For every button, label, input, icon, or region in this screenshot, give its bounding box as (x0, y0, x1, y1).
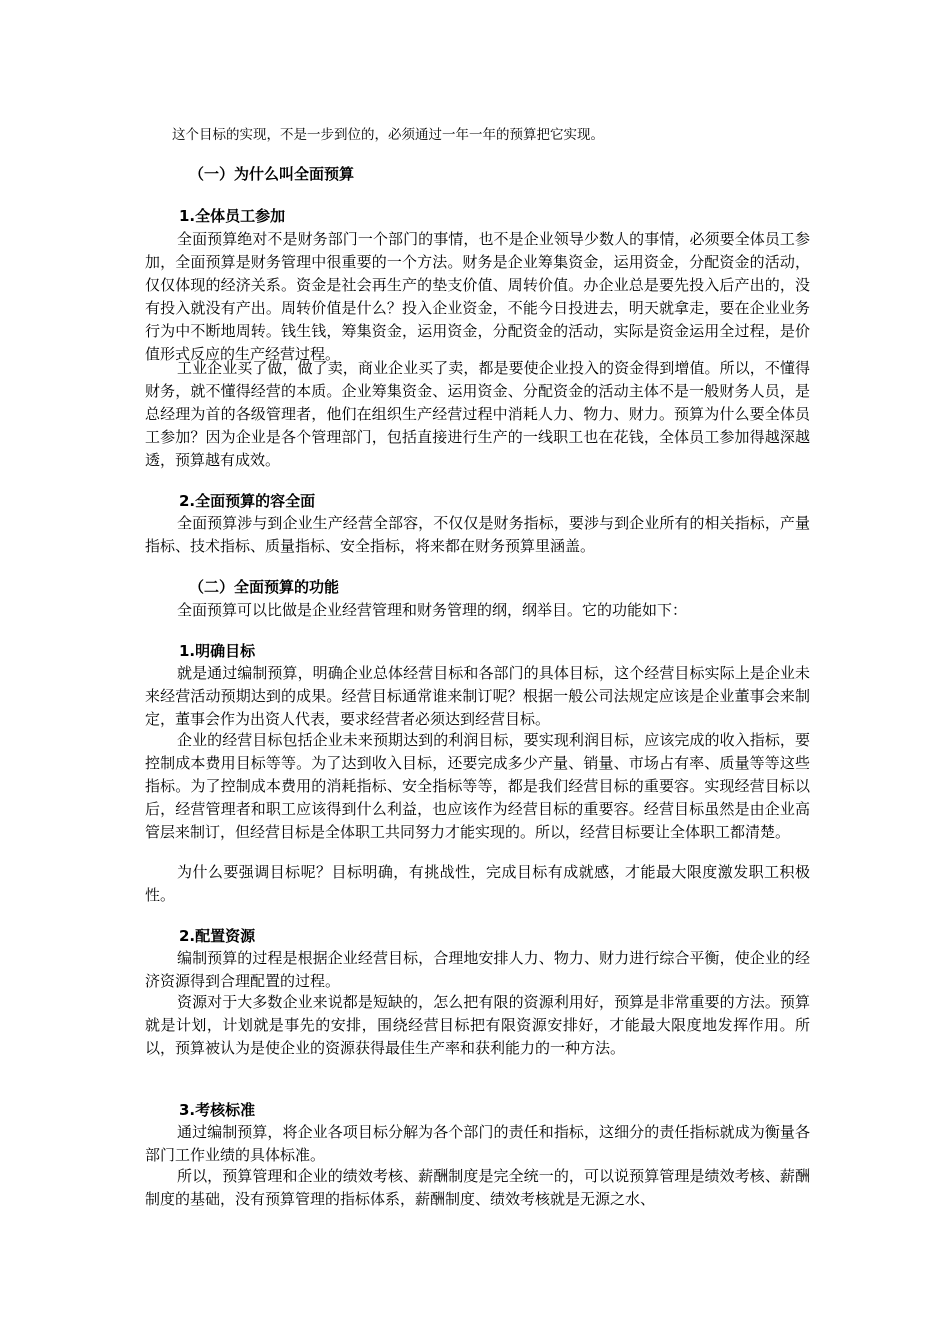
paragraph: 全面预算涉与到企业生产经营全部容，不仅仅是财务指标，要涉与到企业所有的相关指标，产量指标、技术指标、质量指标、安全指标，将来都在财务预算里涵盖。 (145, 514, 810, 555)
section-heading-budget-functions: （二）全面预算的功能 (189, 578, 340, 596)
paragraph: 通过编制预算，将企业各项目标分解为各个部门的责任和指标，这细分的责任指标就成为衡量各部门工作业绩的具体标准。 (145, 1123, 810, 1164)
paragraph: 编制预算的过程是根据企业经营目标，合理地安排人力、物力、财力进行综合平衡，使企业的经济资源得到合理配置的过程。 (145, 949, 810, 990)
paragraph: 为什么要强调目标呢？目标明确，有挑战性，完成目标有成就感，才能最大限度激发职工积极性。 (145, 863, 810, 904)
paragraph: 企业的经营目标包括企业未来预期达到的利润目标，要实现利润目标，应该完成的收入指标，要控制成本费用目标等等。为了达到收入目标，还要完成多少产量、销量、市场占有率、质量等等这些指标。为了控制成本费用的消耗指标、安全指标等等，都是我们经营目标的重要容。实现经营目标以后，经营管理者和职工应该得到什么利益，也应该作为经营目标的重要容。经营目标虽然是由企业高管层来制订，但经营目标是全体职工共同努力才能实现的。所以，经营目标要让全体职工都清楚。 (145, 731, 810, 841)
subsection-heading-clear-goals: 1.明确目标 (179, 642, 256, 660)
intro-line: 这个目标的实现，不是一步到位的，必须通过一年一年的预算把它实现。 (172, 127, 604, 143)
paragraph: 所以，预算管理和企业的绩效考核、薪酬制度是完全统一的，可以说预算管理是绩效考核、薪酬制度的基础，没有预算管理的指标体系，薪酬制度、绩效考核就是无源之水、 (145, 1167, 810, 1208)
paragraph: 就是通过编制预算，明确企业总体经营目标和各部门的具体目标，这个经营目标实际上是企业未来经营活动预期达到的成果。经营目标通常谁来制订呢？根据一般公司法规定应该是企业董事会来制定，董事会作为出资人代表，要求经营者必须达到经营目标。 (145, 664, 810, 728)
paragraph: 全面预算可以比做是企业经营管理和财务管理的纲，纲举目。它的功能如下： (177, 601, 688, 619)
subsection-heading-allocate-resources: 2.配置资源 (179, 927, 256, 945)
subsection-heading-assessment-standard: 3.考核标准 (179, 1101, 256, 1119)
subsection-heading-all-staff: 1.全体员工参加 (179, 207, 286, 225)
paragraph: 工业企业买了做，做了卖，商业企业买了卖，都是要使企业投入的资金得到增值。所以，不懂得财务，就不懂得经营的本质。企业筹集资金、运用资金、分配资金的活动主体不是一般财务人员，是总经理为首的各级管理者，他们在组织生产经营过程中消耗人力、物力、财力。预算为什么要全体员工参加？因为企业是各个管理部门，包括直接进行生产的一线职工也在花钱，全体员工参加得越深越透，预算越有成效。 (145, 359, 810, 469)
subsection-heading-full-content: 2.全面预算的容全面 (179, 492, 316, 510)
paragraph: 资源对于大多数企业来说都是短缺的，怎么把有限的资源利用好，预算是非常重要的方法。预算就是计划，计划就是事先的安排，围绕经营目标把有限资源安排好，才能最大限度地发挥作用。所以，预算被认为是使企业的资源获得最佳生产率和获利能力的一种方法。 (145, 993, 810, 1057)
paragraph: 全面预算绝对不是财务部门一个部门的事情，也不是企业领导少数人的事情，必须要全体员工参加，全面预算是财务管理中很重要的一个方法。财务是企业筹集资金，运用资金，分配资金的活动，仅仅体现的经济关系。资金是社会再生产的垫支价值、周转价值。办企业总是要先投入后产出的，没有投入就没有产出。周转价值是什么？投入企业资金，不能今日投进去，明天就拿走，要在企业业务行为中不断地周转。钱生钱，筹集资金，运用资金，分配资金的活动，实际是资金运用全过程，是价值形式反应的生产经营过程。 (145, 230, 810, 363)
section-heading-why-comprehensive-budget: （一）为什么叫全面预算 (189, 165, 355, 183)
